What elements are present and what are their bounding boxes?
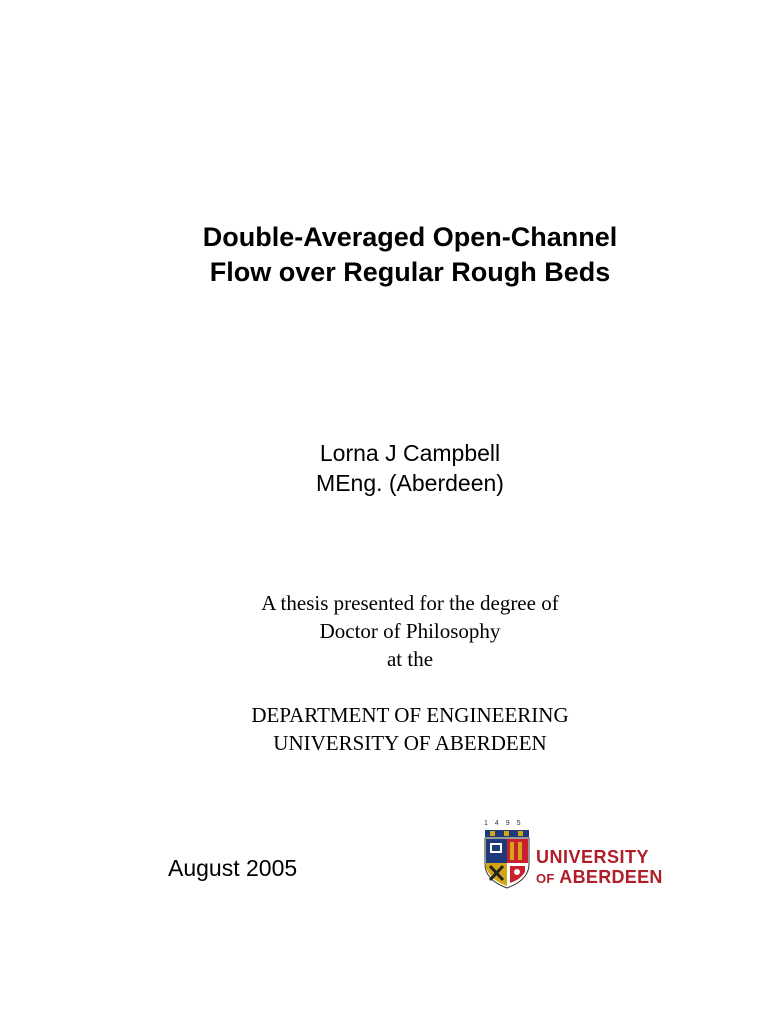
university-name: UNIVERSITY OF ABERDEEN — [273, 731, 547, 755]
logo-word-aberdeen — [536, 867, 663, 888]
degree-line-1: A thesis presented for the degree of — [261, 591, 559, 615]
title-line-1: Double-Averaged Open-Channel — [202, 222, 618, 252]
logo-year: 1495 — [484, 820, 528, 827]
degree-statement — [0, 589, 768, 673]
author-block — [0, 438, 768, 498]
university-logo — [482, 820, 672, 890]
degree-line-2: Doctor of Philosophy — [319, 619, 501, 643]
department-name: DEPARTMENT OF ENGINEERING — [251, 703, 569, 727]
crest-icon — [482, 820, 534, 890]
degree-line-3: at the — [386, 647, 434, 671]
author-qualification: MEng. (Aberdeen) — [316, 470, 504, 496]
logo-word-aberdeen-text: ABERDEEN — [559, 867, 663, 887]
logo-word-of: OF — [536, 871, 555, 886]
logo-word-university: UNIVERSITY — [536, 847, 650, 867]
title-line-2: Flow over Regular Rough Beds — [209, 257, 611, 287]
submission-date: August 2005 — [168, 855, 298, 881]
department-block — [0, 701, 768, 757]
thesis-title — [0, 220, 768, 290]
author-name: Lorna J Campbell — [319, 440, 501, 466]
